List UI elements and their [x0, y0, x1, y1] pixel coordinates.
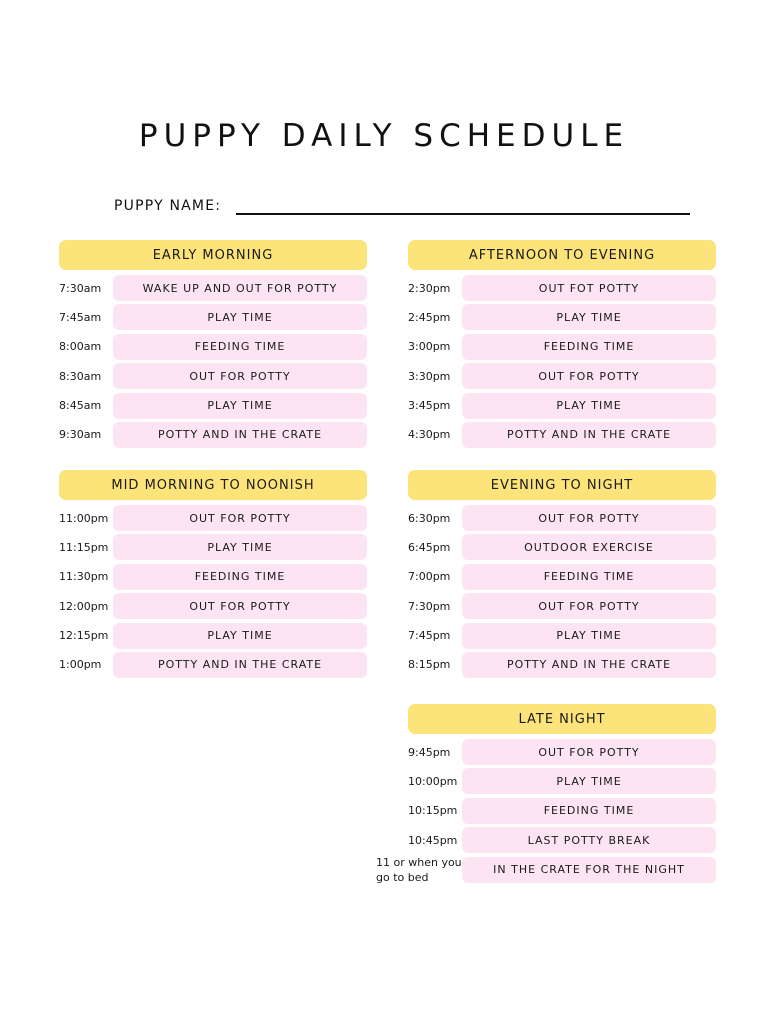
- schedule-row: [59, 534, 367, 560]
- section-header-evening-to-night: EVENING TO NIGHT: [408, 470, 716, 500]
- schedule-row: [408, 534, 716, 560]
- schedule-row: [408, 827, 716, 853]
- schedule-time: 4:30pm: [408, 428, 451, 442]
- section-early-morning: [59, 240, 367, 451]
- schedule-activity: FEEDING TIME: [462, 334, 716, 360]
- schedule-row: [408, 275, 716, 301]
- schedule-time: 11:00pm: [59, 511, 109, 525]
- schedule-time: 6:30pm: [408, 511, 451, 525]
- schedule-row: [59, 652, 367, 678]
- schedule-row: [59, 304, 367, 330]
- schedule-activity: OUT FOR POTTY: [113, 363, 367, 389]
- schedule-row: [59, 275, 367, 301]
- schedule-row: [59, 363, 367, 389]
- schedule-row: [376, 855, 716, 884]
- schedule-row: [408, 739, 716, 765]
- schedule-row: [59, 393, 367, 419]
- schedule-time: 3:30pm: [408, 369, 451, 383]
- schedule-activity: PLAY TIME: [113, 534, 367, 560]
- schedule-row: [408, 422, 716, 448]
- section-evening-to-night: [408, 470, 716, 681]
- schedule-activity: OUT FOT POTTY: [462, 275, 716, 301]
- schedule-activity: POTTY AND IN THE CRATE: [462, 652, 716, 678]
- schedule-activity: FEEDING TIME: [462, 564, 716, 590]
- schedule-activity: PLAY TIME: [113, 393, 367, 419]
- section-header-late-night: LATE NIGHT: [408, 704, 716, 734]
- schedule-row: [408, 393, 716, 419]
- section-afternoon-to-evening: [408, 240, 716, 451]
- schedule-activity: PLAY TIME: [113, 623, 367, 649]
- schedule-activity: PLAY TIME: [462, 768, 716, 794]
- schedule-row: [59, 623, 367, 649]
- schedule-time: 8:45am: [59, 399, 102, 413]
- schedule-row: [59, 564, 367, 590]
- schedule-time: 6:45pm: [408, 540, 451, 554]
- section-header-mid-morning-to-noonish: MID MORNING TO NOONISH: [59, 470, 367, 500]
- section-header-early-morning: EARLY MORNING: [59, 240, 367, 270]
- schedule-activity: FEEDING TIME: [462, 798, 716, 824]
- schedule-time: 11:15pm: [59, 540, 109, 554]
- puppy-name-label: PUPPY NAME:: [114, 198, 222, 214]
- section-late-night: [376, 704, 716, 886]
- schedule-row: [59, 593, 367, 619]
- schedule-activity: OUT FOR POTTY: [462, 363, 716, 389]
- schedule-time: 11:30pm: [59, 570, 109, 584]
- schedule-row: [59, 505, 367, 531]
- schedule-activity: FEEDING TIME: [113, 564, 367, 590]
- schedule-row: [59, 334, 367, 360]
- schedule-row: [408, 334, 716, 360]
- schedule-row: [408, 593, 716, 619]
- schedule-activity: OUT FOR POTTY: [113, 505, 367, 531]
- schedule-activity: FEEDING TIME: [113, 334, 367, 360]
- schedule-activity: PLAY TIME: [462, 304, 716, 330]
- schedule-time: 3:00pm: [408, 340, 451, 354]
- schedule-activity: OUT FOR POTTY: [113, 593, 367, 619]
- schedule-activity: POTTY AND IN THE CRATE: [113, 422, 367, 448]
- puppy-name-line[interactable]: [236, 213, 690, 215]
- schedule-activity: OUTDOOR EXERCISE: [462, 534, 716, 560]
- schedule-row: [59, 422, 367, 448]
- schedule-row: [408, 304, 716, 330]
- schedule-time: 7:45am: [59, 310, 102, 324]
- schedule-time: 7:00pm: [408, 570, 451, 584]
- schedule-time: 10:45pm: [408, 833, 458, 847]
- schedule-time: 11 or when you go to bed: [376, 855, 462, 884]
- schedule-row: [408, 798, 716, 824]
- schedule-activity: PLAY TIME: [113, 304, 367, 330]
- schedule-activity: OUT FOR POTTY: [462, 593, 716, 619]
- schedule-time: 12:00pm: [59, 599, 109, 613]
- schedule-activity: PLAY TIME: [462, 623, 716, 649]
- schedule-time: 1:00pm: [59, 658, 102, 672]
- schedule-activity: OUT FOR POTTY: [462, 739, 716, 765]
- schedule-time: 2:45pm: [408, 310, 451, 324]
- schedule-activity: OUT FOR POTTY: [462, 505, 716, 531]
- schedule-row: [408, 505, 716, 531]
- schedule-row: [408, 623, 716, 649]
- schedule-time: 3:45pm: [408, 399, 451, 413]
- schedule-activity: LAST POTTY BREAK: [462, 827, 716, 853]
- schedule-row: [408, 363, 716, 389]
- puppy-name-row: [114, 196, 690, 218]
- schedule-time: 7:30pm: [408, 599, 451, 613]
- schedule-time: 10:15pm: [408, 804, 458, 818]
- schedule-time: 2:30pm: [408, 281, 451, 295]
- schedule-activity: WAKE UP AND OUT FOR POTTY: [113, 275, 367, 301]
- schedule-time: 8:30am: [59, 369, 102, 383]
- schedule-time: 10:00pm: [408, 774, 458, 788]
- schedule-time: 12:15pm: [59, 629, 109, 643]
- page-title: PUPPY DAILY SCHEDULE: [138, 118, 630, 154]
- schedule-activity: IN THE CRATE FOR THE NIGHT: [462, 857, 716, 883]
- schedule-time: 7:45pm: [408, 629, 451, 643]
- schedule-time: 8:00am: [59, 340, 102, 354]
- schedule-activity: POTTY AND IN THE CRATE: [462, 422, 716, 448]
- schedule-time: 7:30am: [59, 281, 102, 295]
- schedule-time: 9:45pm: [408, 745, 451, 759]
- schedule-row: [408, 564, 716, 590]
- schedule-activity: PLAY TIME: [462, 393, 716, 419]
- section-header-afternoon-to-evening: AFTERNOON TO EVENING: [408, 240, 716, 270]
- schedule-time: 8:15pm: [408, 658, 451, 672]
- schedule-row: [408, 652, 716, 678]
- schedule-time: 9:30am: [59, 428, 102, 442]
- section-mid-morning-to-noonish: [59, 470, 367, 681]
- schedule-activity: POTTY AND IN THE CRATE: [113, 652, 367, 678]
- schedule-row: [408, 768, 716, 794]
